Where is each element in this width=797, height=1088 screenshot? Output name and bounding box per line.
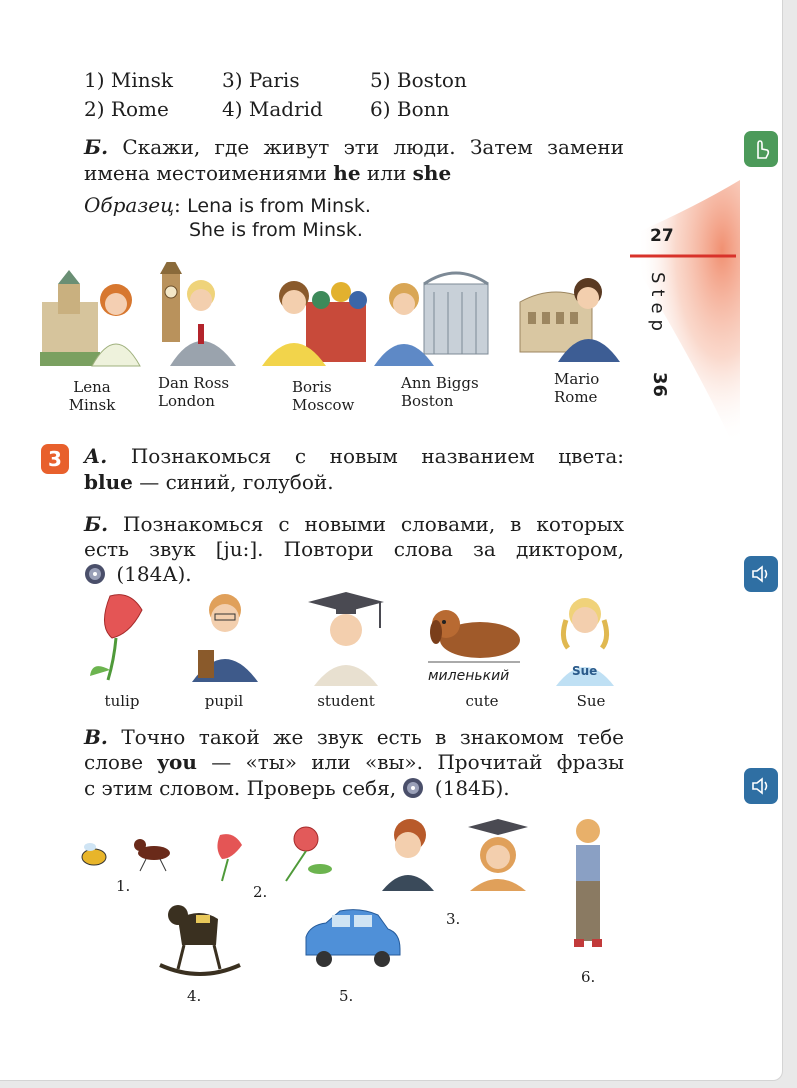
vocabulary-illustrations (80, 590, 640, 690)
toy-car-picture (306, 910, 400, 967)
word-sue: Sue (576, 692, 606, 710)
touch-button[interactable] (744, 131, 778, 167)
person-1 (56, 378, 128, 414)
word-student: student (317, 692, 375, 710)
ex3a-line2 (84, 470, 334, 494)
ex2b-label: Б. (84, 135, 109, 159)
dan-ross-illustration (160, 262, 236, 366)
person-city: Minsk (68, 396, 116, 414)
ex2b-text1: Скажи, где живут эти люди. Затем замени (122, 135, 624, 159)
ex3v-text1: Точно такой же звук есть в знакомом тебе (121, 725, 624, 749)
city-4: 4) Madrid (222, 97, 323, 121)
bee-and-ant-picture (82, 839, 170, 871)
exercise-3-badge: 3 (41, 444, 69, 474)
ex3a-text1: Познакомься с новым названием цвета: (130, 444, 624, 468)
ex3v-text2b: — «ты» или «вы». Прочитай фразы (211, 750, 625, 774)
rocking-horse-picture (160, 905, 240, 974)
person-2 (158, 374, 248, 410)
speaker-icon (750, 564, 772, 584)
picture-number-1: 1. (116, 877, 131, 895)
ex3b-label: Б. (84, 512, 109, 536)
speaker-icon (750, 776, 772, 796)
city-6: 6) Bonn (370, 97, 450, 121)
ex2b-line2 (84, 161, 451, 185)
ex2b-text2: имена местоимениями (84, 161, 327, 185)
picture-number-4: 4. (187, 987, 202, 1005)
dog-picture (428, 610, 520, 662)
boris-illustration (262, 281, 367, 366)
person-city: Boston (401, 392, 454, 410)
word-he: he (333, 161, 361, 185)
phrase-illustrations (70, 815, 630, 990)
person-city: Moscow (292, 396, 355, 414)
person-city: London (158, 392, 215, 410)
ex3b-line2: есть звук [ju:]. Повтори слова за диктором, (84, 537, 624, 561)
step-word: Step (647, 272, 668, 337)
audio-button-2[interactable] (744, 768, 778, 804)
step-label (648, 272, 688, 412)
person-name: Mario (554, 370, 600, 388)
picture-number-5: 5. (339, 987, 354, 1005)
standing-boy-picture (574, 819, 602, 947)
word-blue: blue (84, 470, 133, 494)
hand-pointer-icon (751, 138, 771, 160)
ex3b-line3 (84, 562, 192, 586)
tulip-picture (90, 595, 142, 680)
word-she: she (412, 161, 452, 185)
person-name: Dan Ross (158, 374, 230, 392)
word-you: you (157, 750, 197, 774)
ex3a-line1 (84, 444, 624, 468)
person-4 (401, 374, 501, 410)
word-pupil: pupil (204, 692, 244, 710)
ex3v-ref: (184Б). (434, 776, 510, 800)
ex3a-text2: — синий, голубой. (139, 470, 334, 494)
person-city: Rome (554, 388, 598, 406)
cute-caption: миленький (428, 668, 510, 684)
sample-label: Образец (84, 193, 175, 217)
ex3v-label: В. (84, 725, 108, 749)
sample-line1 (84, 193, 371, 217)
sample-2: She is from Minsk. (189, 219, 363, 241)
step-number: 36 (649, 372, 670, 398)
person-name: Lena (73, 378, 111, 396)
ex3a-label: А. (84, 444, 108, 468)
picture-number-6: 6. (581, 968, 596, 986)
ann-biggs-illustration (374, 273, 488, 366)
city-1: 1) Minsk (84, 68, 174, 92)
student-picture (308, 592, 384, 686)
sample-1: Lena is from Minsk. (187, 195, 371, 217)
audio-disc-icon (84, 563, 106, 585)
city-3: 3) Paris (222, 68, 300, 92)
word-cute: cute (465, 692, 499, 710)
city-2: 2) Rome (84, 97, 169, 121)
person-3 (292, 378, 372, 414)
ex3v-text3: с этим словом. Проверь себя, (84, 776, 397, 800)
two-girls-picture (382, 819, 528, 891)
ex3v-text2a: слове (84, 750, 144, 774)
tulip-and-rose-picture (217, 827, 332, 881)
person-name: Boris (292, 378, 332, 396)
pupil-picture (192, 594, 258, 682)
audio-button-1[interactable] (744, 556, 778, 592)
people-illustrations (36, 262, 636, 372)
lena-illustration (40, 270, 140, 366)
word-or: или (366, 161, 407, 185)
person-name: Ann Biggs (401, 374, 479, 392)
city-5: 5) Boston (370, 68, 467, 92)
ex3b-line1 (84, 512, 624, 536)
ex2b-line1 (84, 135, 624, 159)
picture-number-2: 2. (253, 883, 268, 901)
word-tulip: tulip (104, 692, 140, 710)
sue-shirt-label: Sue (572, 664, 598, 678)
ex3v-line2 (84, 750, 624, 774)
sample-colon: : (174, 193, 181, 217)
ex3b-ref: (184А). (116, 562, 192, 586)
ex3b-text1: Познакомься с новыми словами, в которых (123, 512, 625, 536)
audio-disc-icon (402, 777, 424, 799)
ex3v-line3 (84, 776, 510, 800)
ex3v-line1 (84, 725, 624, 749)
page-number: 27 (650, 226, 674, 246)
picture-number-3: 3. (446, 910, 461, 928)
